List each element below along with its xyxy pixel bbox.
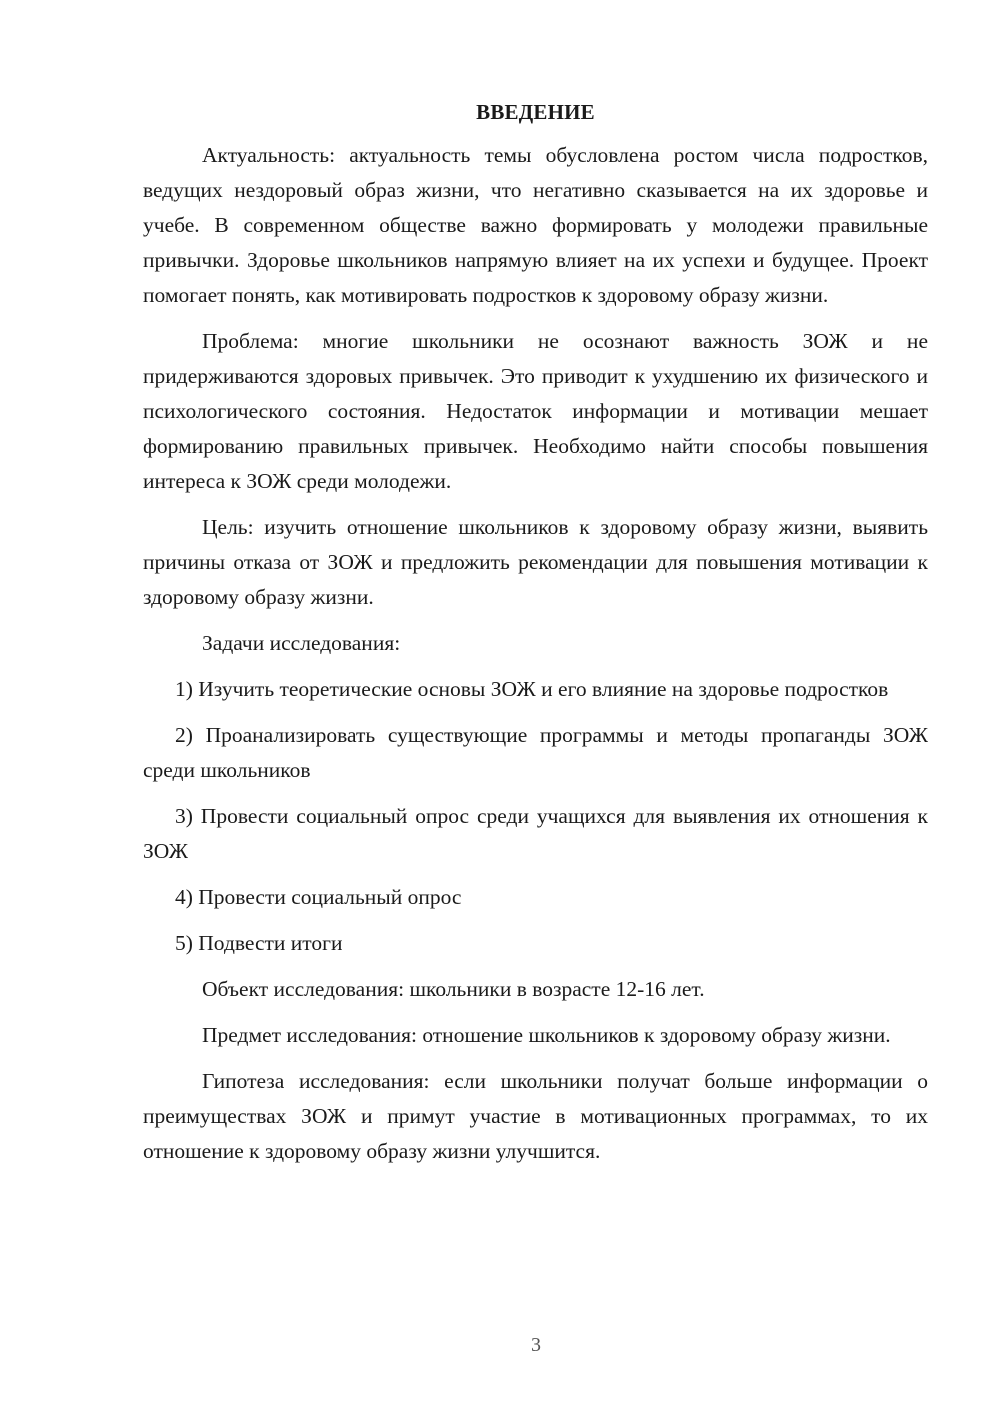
paragraph-problem: Проблема: многие школьники не осознают важность ЗОЖ и не придерживаются здоровых привычек. Это приводит к ухудшению их физического и психологического состояния. Недостаток информации и мотивации мешает формированию правильных привычек. Необходимо найти способы повышения интереса к ЗОЖ среди молодежи. [143, 329, 928, 493]
page-content [143, 97, 928, 1180]
page-number: 3 [531, 1334, 541, 1356]
task-item-4: 4) Провести социальный опрос [175, 885, 462, 909]
paragraph-relevance: Актуальность: актуальность темы обусловлена ростом числа подростков, ведущих нездоровый образ жизни, что негативно сказывается на их здоровье и учебе. В современном обществе важно формировать у молодежи правильные привычки. Здоровье школьников напрямую влияет на их успехи и будущее. Проект помогает понять, как мотивировать подростков к здоровому образу жизни. [143, 143, 928, 307]
task-item-1: 1) Изучить теоретические основы ЗОЖ и его влияние на здоровье подростков [175, 677, 889, 701]
task-item-5: 5) Подвести итоги [175, 931, 343, 955]
task-item-2: 2) Проанализировать существующие программы и методы пропаганды ЗОЖ среди школьников [143, 723, 928, 782]
task-item-3: 3) Провести социальный опрос среди учащихся для выявления их отношения к ЗОЖ [143, 804, 928, 863]
paragraph-goal: Цель: изучить отношение школьников к здоровому образу жизни, выявить причины отказа от ЗОЖ и предложить рекомендации для повышения мотивации к здоровому образу жизни. [143, 515, 928, 609]
paragraph-object: Объект исследования: школьники в возрасте 12-16 лет. [202, 977, 705, 1001]
paragraph-subject: Предмет исследования: отношение школьников к здоровому образу жизни. [202, 1023, 891, 1047]
section-title: ВВЕДЕНИЕ [476, 100, 595, 124]
paragraph-tasks-heading: Задачи исследования: [202, 631, 401, 655]
paragraph-hypothesis: Гипотеза исследования: если школьники получат больше информации о преимуществах ЗОЖ и примут участие в мотивационных программах, то их отношение к здоровому образу жизни улучшится. [143, 1069, 928, 1163]
